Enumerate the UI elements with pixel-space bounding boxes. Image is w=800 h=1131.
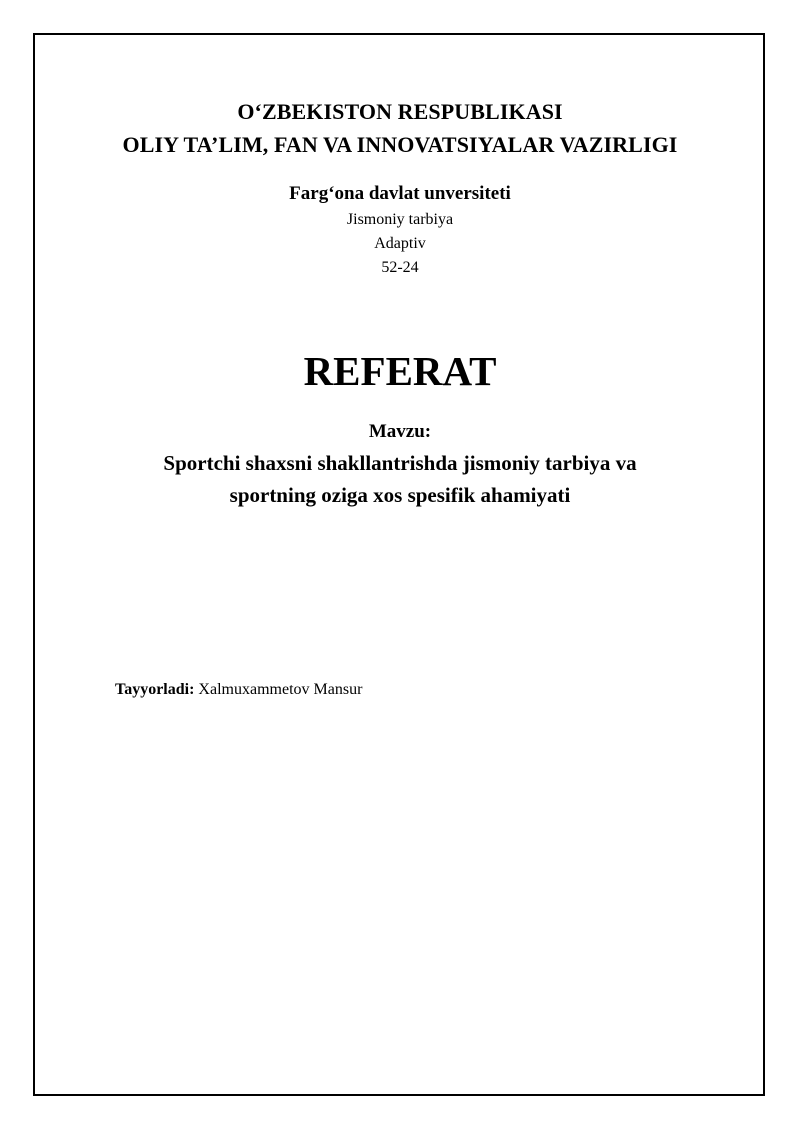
topic-label: Mavzu: (368, 421, 432, 442)
author-label: Tayyorladi: (115, 681, 195, 698)
topic-title-line-1: Sportchi shaxsni shakllantrishda jismoniy tarbiya va (163, 451, 637, 475)
ministry-heading: OLIY TA’LIM, FAN VA INNOVATSIYALAR VAZIRLIGI (122, 132, 678, 157)
republic-heading: O‘ZBEKISTON RESPUBLIKASI (237, 99, 563, 124)
document-title: REFERAT (303, 348, 497, 394)
university-name: Farg‘ona davlat unversiteti (289, 183, 511, 204)
department-name: Jismoniy tarbiya (346, 211, 454, 228)
topic-title-line-2: sportning oziga xos spesifik ahamiyati (229, 483, 571, 507)
author-line (115, 679, 362, 701)
program-name: Adaptiv (374, 235, 426, 252)
group-number: 52-24 (381, 259, 419, 276)
author-name: Xalmuxammetov Mansur (198, 681, 363, 698)
